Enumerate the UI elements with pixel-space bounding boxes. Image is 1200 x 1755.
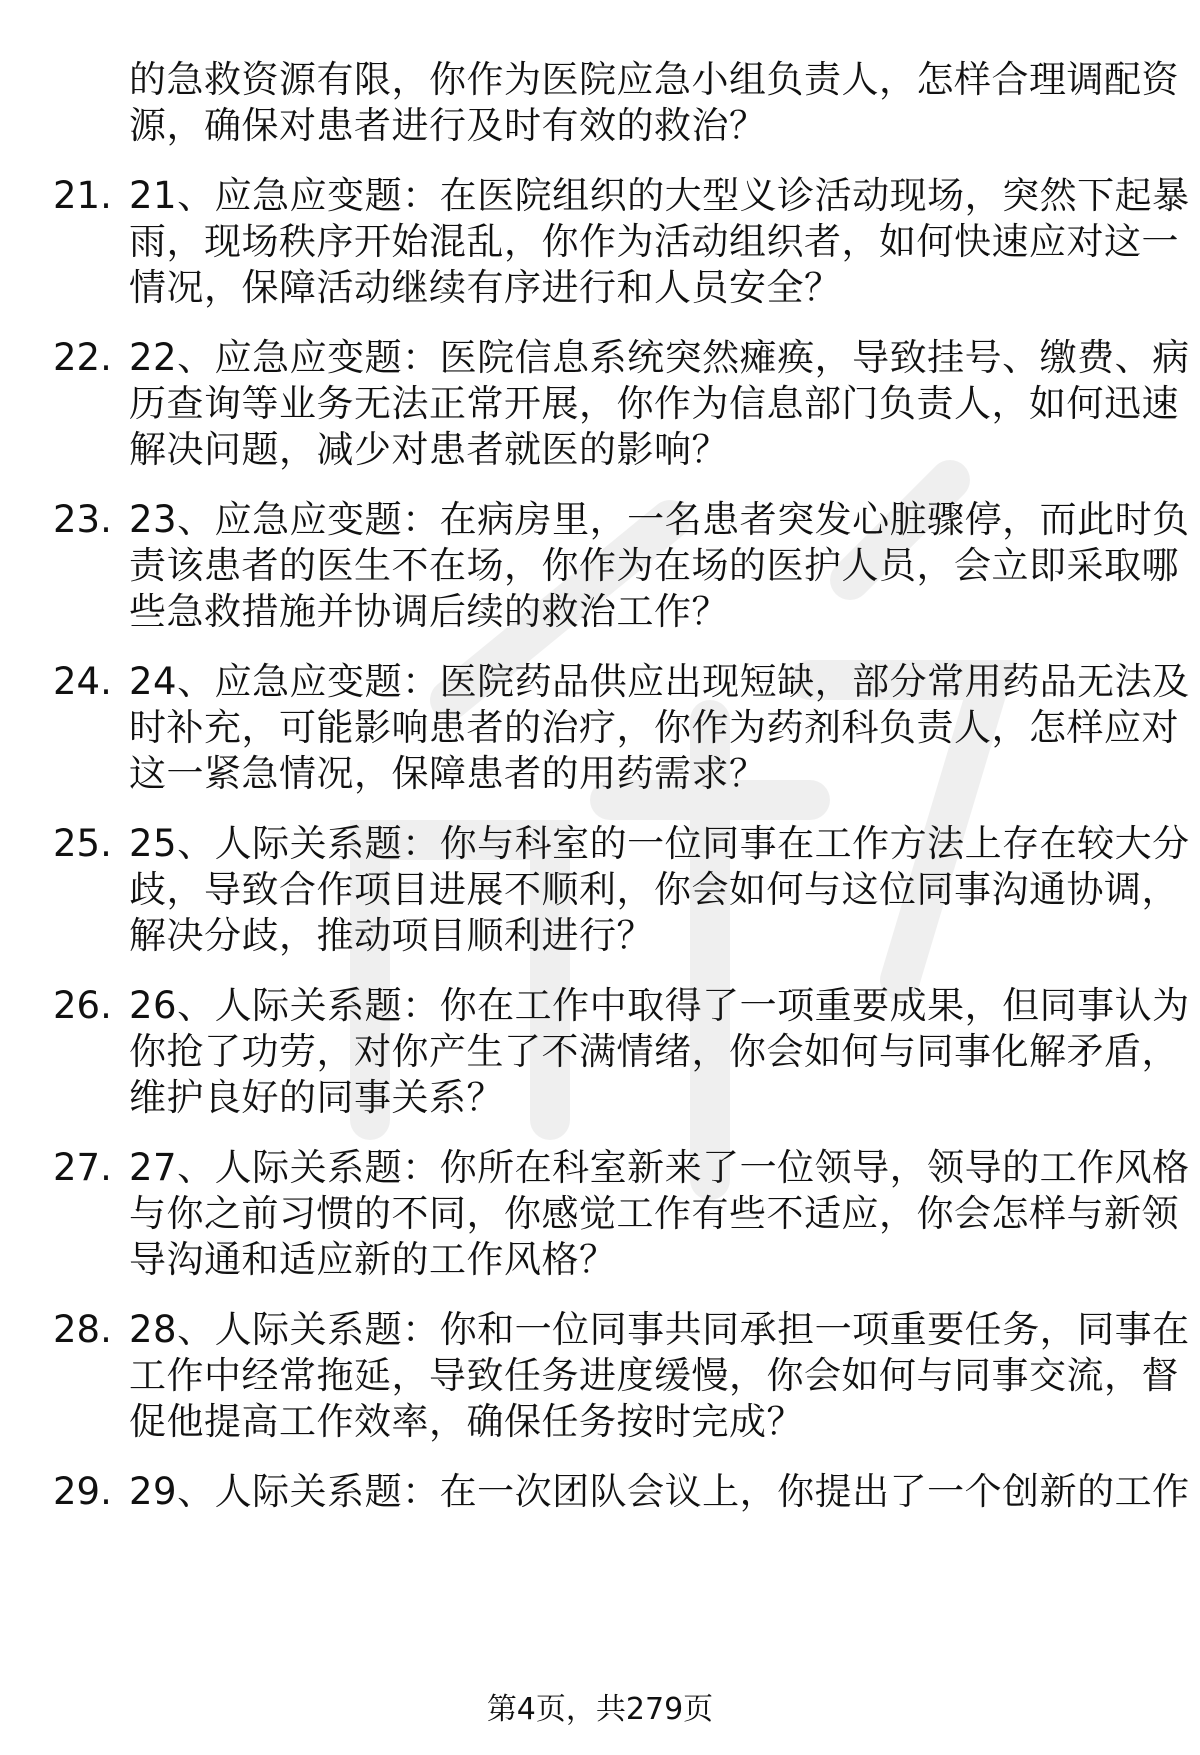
item-21-line-3: 情况，保障活动继续有序进行和人员安全？ [129, 266, 842, 309]
item-26-line-2: 你抢了功劳，对你产生了不满情绪，你会如何与同事化解矛盾， [129, 1030, 1179, 1073]
item-28-line-3: 促他提高工作效率，确保任务按时完成？ [129, 1400, 804, 1443]
item-27-number: 27. [53, 1146, 112, 1189]
item-29-line-1: 29、人际关系题：在一次团队会议上，你提出了一个创新的工作 [129, 1470, 1190, 1513]
item-28-line-1: 28、人际关系题：你和一位同事共同承担一项重要任务，同事在 [129, 1308, 1190, 1351]
item-25-line-3: 解决分歧，推动项目顺利进行？ [129, 914, 654, 957]
item-27-line-1: 27、人际关系题：你所在科室新来了一位领导，领导的工作风格 [129, 1146, 1190, 1189]
item-22-number: 22. [53, 336, 112, 379]
item-22-line-3: 解决问题，减少对患者就医的影响？ [129, 428, 729, 471]
item-24-line-3: 这一紧急情况，保障患者的用药需求？ [129, 752, 767, 795]
item-26-number: 26. [53, 984, 112, 1027]
item-22-line-1: 22、应急应变题：医院信息系统突然瘫痪，导致挂号、缴费、病 [129, 336, 1190, 379]
item-28-line-2: 工作中经常拖延，导致任务进度缓慢，你会如何与同事交流，督 [129, 1354, 1179, 1397]
intro-line-2: 源，确保对患者进行及时有效的救治？ [129, 104, 767, 147]
item-24-number: 24. [53, 660, 112, 703]
item-24-line-1: 24、应急应变题：医院药品供应出现短缺，部分常用药品无法及 [129, 660, 1190, 703]
item-26-line-1: 26、人际关系题：你在工作中取得了一项重要成果，但同事认为 [129, 984, 1190, 1027]
item-24-line-2: 时补充，可能影响患者的治疗，你作为药剂科负责人，怎样应对 [129, 706, 1179, 749]
item-22-line-2: 历查询等业务无法正常开展，你作为信息部门负责人，如何迅速 [129, 382, 1179, 425]
item-25-line-1: 25、人际关系题：你与科室的一位同事在工作方法上存在较大分 [129, 822, 1190, 865]
intro-line-1: 的急救资源有限，你作为医院应急小组负责人，怎样合理调配资 [129, 58, 1179, 101]
item-23-line-3: 些急救措施并协调后续的救治工作？ [129, 590, 729, 633]
page-footer-label: 第4页，共279页 [486, 1692, 714, 1727]
item-21-line-2: 雨，现场秩序开始混乱，你作为活动组织者，如何快速应对这一 [129, 220, 1179, 263]
item-28-number: 28. [53, 1308, 112, 1351]
item-25-line-2: 歧，导致合作项目进展不顺利，你会如何与这位同事沟通协调， [129, 868, 1179, 911]
item-23-number: 23. [53, 498, 112, 541]
item-23-line-1: 23、应急应变题：在病房里，一名患者突发心脏骤停，而此时负 [129, 498, 1190, 541]
item-23-line-2: 责该患者的医生不在场，你作为在场的医护人员，会立即采取哪 [129, 544, 1179, 587]
item-29-number: 29. [53, 1470, 112, 1513]
item-26-line-3: 维护良好的同事关系？ [129, 1076, 504, 1119]
item-27-line-3: 导沟通和适应新的工作风格？ [129, 1238, 617, 1281]
item-21-number: 21. [53, 174, 112, 217]
item-27-line-2: 与你之前习惯的不同，你感觉工作有些不适应，你会怎样与新领 [129, 1192, 1179, 1235]
item-21-line-1: 21、应急应变题：在医院组织的大型义诊活动现场，突然下起暴 [129, 174, 1190, 217]
item-25-number: 25. [53, 822, 112, 865]
